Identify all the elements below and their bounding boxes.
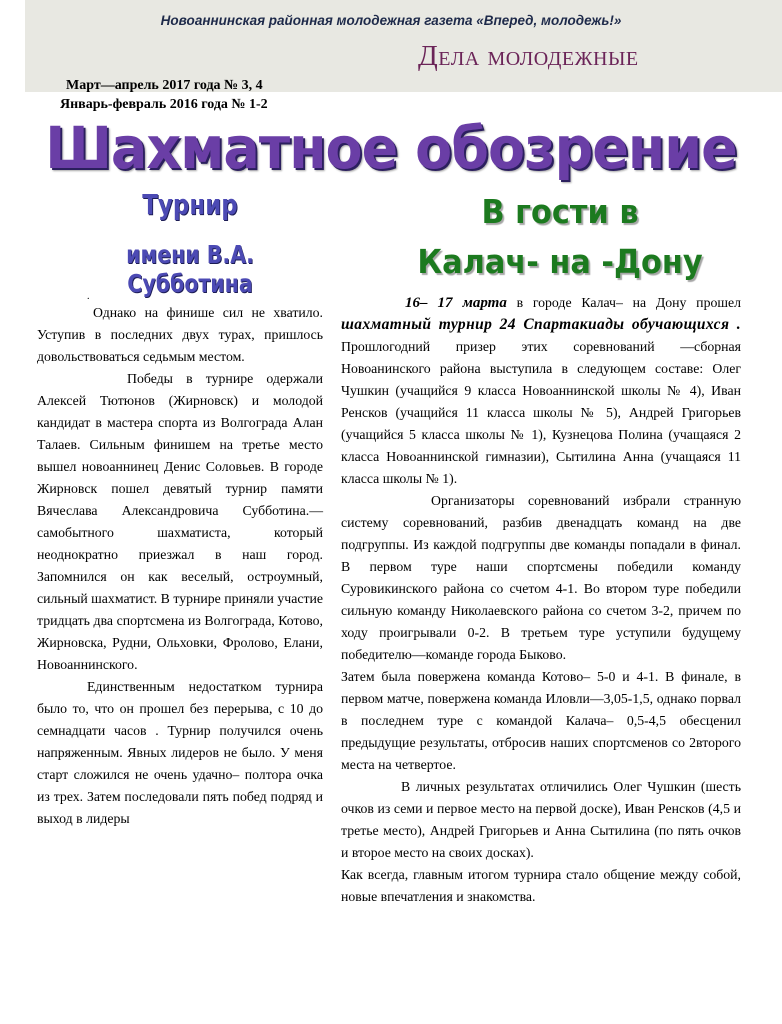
left-article-paragraph: Единственным недостатком турнира было то, что он прошел без перерыва, с 10 до семнадцати часов . Турнир получился очень напряженным. Явных лидеров не было. У меня старт сложился не очень удачно– полтора очка из трех. Затем последовали пять побед подряд и выход в лидеры: [37, 679, 323, 826]
lead-event-title: шахматный турнир 24 Спартакиады обучающихся .: [341, 316, 741, 333]
issue-line-1: Март—апрель 2017 года № 3, 4: [66, 78, 263, 93]
lead-date: 16– 17 марта: [405, 295, 507, 311]
left-article-dot: .: [87, 291, 90, 302]
lead-text: в городе Калач– на Дону прошел: [506, 295, 741, 310]
right-article-paragraph: Затем была повержена команда Котово– 5-0 и 4-1. В финале, в первом матче, повержена команда Иловли—3,05-1,5, однако порвал в последнем туре с командой Калача– 0,5-4,5 обесценил предыдущие результаты, отбросив наших спортсменов со 2второго места на четвертое.: [341, 669, 741, 772]
main-title: Шахматное обозрение: [45, 114, 737, 182]
right-article-heading-2: Калач- на -Дону: [417, 242, 703, 281]
left-article-paragraph: Победы в турнире одержали Алексей Тютюнов (Жирновск) и молодой кандидат в мастера спорта из Волгограда Алан Талаев. Сильным финишем на третье место вышел новоаннинец Денис Соловьев. В городе Жирновск пошел девятый турнир памяти Вячеслава Александровича Субботина.—самобытного шахматиста, который неоднократно приезжал в наш город. Запомнился он как веселый, остроумный, сильный шахматист. В турнире приняли участие тридцать два спортсмена из Волгограда, Котово, Жирновска, Рудни, Ольховки, Фролово, Елани, Новоаннинского.: [37, 371, 323, 672]
right-article-paragraph: Организаторы соревнований избрали странную систему соревнований, разбив двенадцать команд на две подгруппы. Из каждой подгруппы две команды попадали в финал. В первом туре наши спортсмены победили команду Суровикинского района со счетом 4-1. Во втором туре победили сильную команду Николаевского района со счетом 3-2, причем по ходу проигрывали 0-2. В третьем туре уступили будущему победителю—команде города Быково.: [341, 493, 741, 662]
left-article-paragraph: Однако на финише сил не хватило. Уступив в последних двух турах, пришлось довольствоваться седьмым местом.: [37, 305, 323, 364]
issue-line-2: Январь-февраль 2016 года № 1-2: [60, 97, 268, 112]
section-title: Дела молодежные: [418, 40, 639, 72]
right-article-lead-paragraph: [341, 292, 741, 490]
newspaper-name: Новоаннинская районная молодежная газета «Вперед, молодежь!»: [160, 13, 622, 28]
right-article-heading-1: В гости в: [481, 192, 639, 231]
right-article-paragraph: В личных результатах отличились Олег Чушкин (шесть очков из семи и первое место на первой доске), Иван Ренсков (4,5 и третье место), Андрей Григорьев и Анна Сытилина (по пять очков и второе место на своих досках).: [341, 779, 741, 860]
right-article-paragraph: Как всегда, главным итогом турнира стало общение между собой, новые впечатления и знакомства.: [341, 867, 741, 904]
lead-rest: Прошлогодний призер этих соревнований —сборная Новоанинского района выступила в следующем составе: Олег Чушкин (учащийся 9 класса Новоаннинской школы № 4), Иван Ренсков (учащийся 11 класса школы № 5), Андрей Григорьев (учащийся 5 класса школы № 1), Кузнецова Полина (учащаяся 2 класса Новоаннинской гимназии), Сытилина Анна (учащаяся 11 класса школы № 1).: [341, 339, 741, 486]
right-article-column: [341, 292, 741, 908]
left-article-heading-1: Турнир: [142, 188, 238, 221]
left-article-column: [37, 292, 323, 830]
left-article-heading-2: имени В.А. Субботина: [126, 240, 254, 298]
